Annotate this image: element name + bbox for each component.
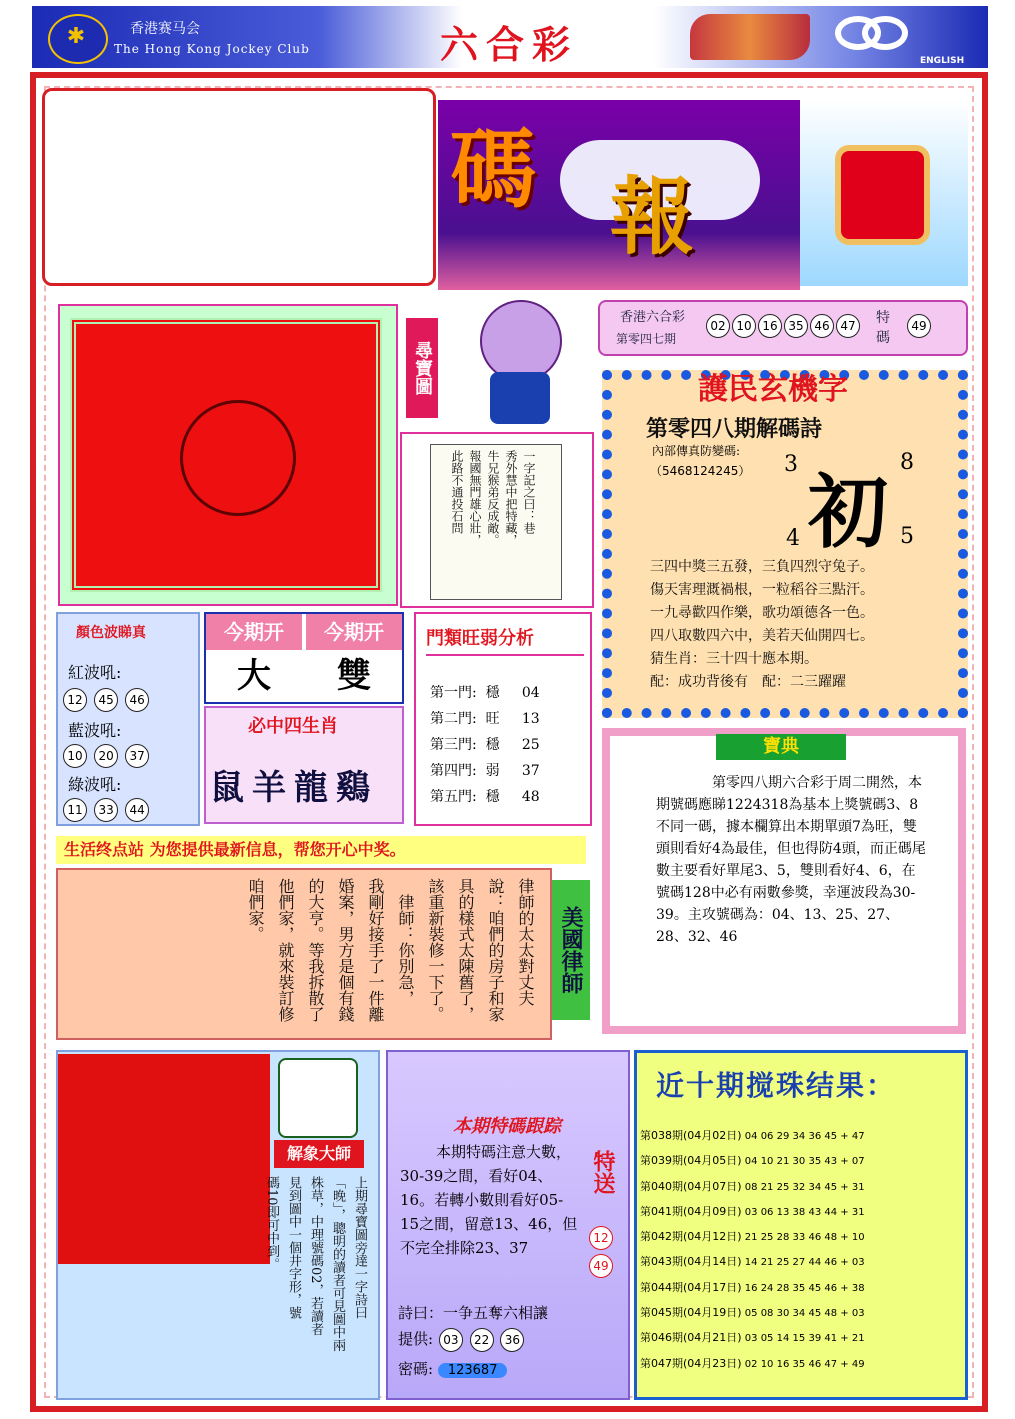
treasure-map-figure xyxy=(180,400,296,516)
jiexiang-hand-icon xyxy=(278,1058,358,1138)
zodiac-animal: 龍 xyxy=(294,768,336,808)
jiexiang-line: 見到圖中一個井字形，號 xyxy=(286,1176,301,1319)
xuanji-subtitle: 第零四八期解碼詩 xyxy=(646,416,823,442)
row-num: 45 xyxy=(808,1282,822,1294)
result-row: 第038期(04月02日) 04 06 29 34 36 45 + 47 xyxy=(640,1129,865,1142)
jiexiang-text xyxy=(260,1176,370,1392)
row-num: 25 xyxy=(760,1232,774,1244)
row-num: 44 xyxy=(808,1257,822,1269)
row-num: 04 xyxy=(744,1156,758,1168)
door-status: 穩 xyxy=(485,789,500,805)
row-num: 05 xyxy=(744,1308,758,1320)
row-num: 35 xyxy=(808,1156,822,1168)
row-num: 43 xyxy=(808,1206,822,1218)
poem-line: 三四中獎三五發，三負四烈守兔子。 xyxy=(650,559,874,575)
wave-red-numbers xyxy=(62,688,150,712)
red-number: 45 xyxy=(94,688,118,712)
lawyer-text xyxy=(240,878,540,1034)
row-num: 39 xyxy=(808,1333,822,1345)
row-num: 36 xyxy=(808,1131,822,1142)
wave-blue-numbers xyxy=(62,744,150,768)
row-special: 31 xyxy=(851,1181,865,1193)
row-num: 33 xyxy=(792,1232,806,1244)
row-num: 21 xyxy=(760,1181,774,1193)
lawyer-line: 的大亨。等我拆散了 xyxy=(306,878,325,1022)
row-date: (04月05日) xyxy=(683,1154,742,1168)
lawyer-line: 具的樣式太陳舊了， xyxy=(456,878,475,1022)
poem-line: 傷天害理溉禍根，一粒稻谷三點汗。 xyxy=(650,582,874,598)
row-num: 41 xyxy=(824,1333,838,1345)
lawyer-line: 該重新裝修一下了。 xyxy=(426,878,445,1022)
row-num: 28 xyxy=(776,1282,790,1294)
offer-number: 03 xyxy=(439,1328,463,1352)
row-num: 34 xyxy=(792,1308,806,1320)
row-date: (04月17日) xyxy=(683,1280,742,1294)
row-period: 第040期 xyxy=(640,1179,683,1193)
row-num: 46 xyxy=(808,1358,822,1370)
row-num: 34 xyxy=(792,1131,806,1142)
scroll-text xyxy=(448,450,538,594)
jiexiang-title: 解象大師 xyxy=(274,1140,364,1168)
row-special: 03 xyxy=(851,1257,865,1269)
result-row: 第046期(04月21日) 03 05 14 15 39 41 + 21 xyxy=(640,1331,865,1345)
banner-char-ma: 碼 xyxy=(450,119,536,220)
scroll-line: 一字記之曰：巷 xyxy=(522,450,536,534)
wave-green-label: 綠波吼: xyxy=(68,775,122,794)
row-num: 21 xyxy=(744,1232,758,1244)
row-num: 03 xyxy=(744,1206,758,1218)
row-num: 45 xyxy=(824,1181,838,1193)
mark-six-logo-ring xyxy=(862,16,908,50)
door-name: 第三門: xyxy=(430,737,477,753)
door-num: 37 xyxy=(521,763,540,779)
xuanji-title: 護民玄機字 xyxy=(698,372,848,407)
door-status: 穩 xyxy=(485,685,500,701)
row-period: 第045期 xyxy=(640,1306,683,1320)
row-special: 38 xyxy=(851,1282,865,1294)
row-num: 45 xyxy=(808,1308,822,1320)
last-draw-number: 46 xyxy=(810,314,834,338)
door-row xyxy=(430,732,540,758)
jiexiang-image xyxy=(58,1054,270,1264)
jiexiang-line: 株草，中理號碼02，若讀者 xyxy=(308,1176,323,1336)
xuanji-code-label: 內部傳真防變碼: xyxy=(652,444,741,458)
green-number: 11 xyxy=(63,798,87,822)
row-period: 第046期 xyxy=(640,1331,683,1345)
banner-white-box xyxy=(42,88,436,286)
door-status: 旺 xyxy=(485,711,500,727)
result-row: 第041期(04月09日) 03 06 13 38 43 44 + 31 xyxy=(640,1204,865,1218)
results-table xyxy=(640,1124,865,1377)
row-date: (04月07日) xyxy=(683,1179,742,1193)
lantern-graphic xyxy=(835,145,930,245)
row-num: 10 xyxy=(760,1358,774,1370)
row-date: (04月12日) xyxy=(683,1230,742,1244)
row-special: 31 xyxy=(851,1206,865,1218)
row-num: 46 xyxy=(824,1257,838,1269)
row-period: 第041期 xyxy=(640,1204,683,1218)
row-num: 43 xyxy=(824,1156,838,1168)
door-name: 第一門: xyxy=(430,685,477,701)
poem-line: 四八取數四六中，美若天仙開四七。 xyxy=(650,628,874,644)
shengxiao-title: 必中四生肖 xyxy=(248,716,338,737)
green-number: 44 xyxy=(125,798,149,822)
red-number: 12 xyxy=(63,688,87,712)
door-name: 第四門: xyxy=(430,763,477,779)
row-num: 28 xyxy=(776,1232,790,1244)
song-number: 12 xyxy=(589,1226,613,1250)
row-period: 第039期 xyxy=(640,1154,683,1168)
offer-number: 36 xyxy=(500,1328,524,1352)
poem-line: 一九尋歡四作樂，歌功頌德各一色。 xyxy=(650,605,874,621)
row-num: 21 xyxy=(776,1156,790,1168)
lawyer-line: 我剛好接手了一件離 xyxy=(366,878,385,1022)
row-num: 03 xyxy=(744,1333,758,1345)
result-row: 第044期(04月17日) 16 24 28 35 45 46 + 38 xyxy=(640,1280,865,1294)
treasure-map-label: 尋寶圖 xyxy=(406,318,438,418)
door-num: 25 xyxy=(521,737,540,753)
xuanji-code: （5468124245） xyxy=(650,464,751,478)
zodiac-animal: 鷄 xyxy=(336,768,378,808)
door-row xyxy=(430,784,540,810)
door-num: 04 xyxy=(521,685,540,701)
row-num: 38 xyxy=(792,1206,806,1218)
jiexiang-line: 「晚」，聰明的讀者可見圖中兩 xyxy=(330,1176,345,1352)
row-date: (04月14日) xyxy=(683,1255,742,1269)
door-name: 第二門: xyxy=(430,711,477,727)
red-number: 46 xyxy=(125,688,149,712)
row-num: 35 xyxy=(792,1358,806,1370)
row-special: 10 xyxy=(851,1232,865,1244)
row-num: 02 xyxy=(744,1358,758,1370)
poem-line: 猜生肖：三十四十應本期。 xyxy=(650,651,818,667)
result-row: 第047期(04月23日) 02 10 16 35 46 47 + 49 xyxy=(640,1356,865,1370)
special-poem: 詩曰：一争五奪六相讓 xyxy=(398,1304,549,1322)
last-draw-special-label: 特碼 xyxy=(876,310,890,346)
lawyer-line: 咱們家。 xyxy=(246,878,265,942)
row-num: 25 xyxy=(776,1181,790,1193)
row-special: 49 xyxy=(851,1358,865,1370)
row-num: 14 xyxy=(744,1257,758,1269)
kaipan-value-1: 大 xyxy=(206,652,302,700)
xuanji-num-tl: 3 xyxy=(784,452,798,477)
wave-green-numbers xyxy=(62,798,150,822)
pig-mascot xyxy=(480,300,562,382)
row-num: 16 xyxy=(776,1358,790,1370)
wave-red-label: 紅波吼: xyxy=(68,663,122,682)
last-draw-number: 35 xyxy=(784,314,808,338)
row-date: (04月09日) xyxy=(683,1204,742,1218)
jiexiang-line: 上期尋寶圖旁達一字詩曰 xyxy=(352,1176,367,1319)
last-draw-period: 第零四七期 xyxy=(616,332,677,346)
last-draw-numbers xyxy=(705,314,861,338)
last-draw-number: 47 xyxy=(836,314,860,338)
horses-graphic xyxy=(690,14,810,60)
door-row xyxy=(430,706,540,732)
lawyer-line: 他們家，就來裝訂修 xyxy=(276,878,295,1022)
door-status: 穩 xyxy=(485,737,500,753)
row-num: 46 xyxy=(824,1282,838,1294)
offer-number: 22 xyxy=(470,1328,494,1352)
org-name-en: The Hong Kong Jockey Club xyxy=(114,42,310,56)
special-song-label: 特送 xyxy=(590,1150,616,1194)
xuanji-poem xyxy=(650,556,874,694)
row-num: 08 xyxy=(760,1308,774,1320)
result-row: 第043期(04月14日) 14 21 25 27 44 46 + 03 xyxy=(640,1255,865,1269)
row-num: 30 xyxy=(776,1308,790,1320)
org-name-cn: 香港赛马会 xyxy=(130,21,200,37)
row-num: 04 xyxy=(744,1131,758,1142)
row-period: 第047期 xyxy=(640,1356,683,1370)
row-special: 47 xyxy=(851,1131,865,1142)
blue-number: 20 xyxy=(94,744,118,768)
results-title: 近十期搅珠结果： xyxy=(656,1069,897,1102)
special-password xyxy=(398,1358,507,1379)
xuanji-num-tr: 8 xyxy=(900,450,914,475)
offer-label: 提供: xyxy=(398,1330,434,1348)
baodian-text: 第零四八期六合彩于周二開然，本期號碼應睇1224318為基本上獎號碼3、8不同一碼，據本欄算出本期單頭7為旺，雙頭則看好4為最佳，但也得防4頭，而正碼尾數主要看好單尾3、5，雙則看好4、6，在號碼128中必有兩數參獎，幸運波段為30-39。主攻號碼為：04、13、25、27、28、32、46 xyxy=(656,775,926,945)
row-num: 29 xyxy=(776,1131,790,1142)
baodian-title: 寶典 xyxy=(716,734,846,760)
row-num: 30 xyxy=(792,1156,806,1168)
logo-mark: ✱ xyxy=(66,24,86,49)
door-name: 第五門: xyxy=(430,789,477,805)
door-row xyxy=(430,680,540,706)
row-num: 34 xyxy=(808,1181,822,1193)
result-row: 第039期(04月05日) 04 10 21 30 35 43 + 07 xyxy=(640,1154,865,1168)
door-row xyxy=(430,758,540,784)
door-status: 弱 xyxy=(485,763,500,779)
xuanji-num-bl: 4 xyxy=(786,526,800,551)
xuanji-num-br: 5 xyxy=(900,524,914,549)
row-period: 第043期 xyxy=(640,1255,683,1269)
wave-blue-label: 藍波吼: xyxy=(68,721,122,740)
zodiac-animal: 鼠 xyxy=(210,768,252,808)
row-num: 14 xyxy=(776,1333,790,1345)
row-num: 13 xyxy=(776,1206,790,1218)
row-num: 44 xyxy=(824,1206,838,1218)
special-number: 49 xyxy=(907,314,931,338)
result-row: 第040期(04月07日) 08 21 25 32 34 45 + 31 xyxy=(640,1179,865,1193)
special-text: 本期特碼注意大數，30-39之間，看好04、16。若轉小數則看好05-15之間，留意13、46，但不完全排除23、37 xyxy=(400,1143,578,1257)
row-period: 第038期 xyxy=(640,1129,683,1142)
banner-char-bao: 報 xyxy=(610,167,695,266)
row-num: 32 xyxy=(792,1181,806,1193)
row-special: 21 xyxy=(851,1333,865,1345)
last-draw-number: 10 xyxy=(732,314,756,338)
row-num: 27 xyxy=(792,1257,806,1269)
row-num: 48 xyxy=(824,1308,838,1320)
row-num: 08 xyxy=(744,1181,758,1193)
green-number: 33 xyxy=(94,798,118,822)
scroll-line: 牛兄猴弟反成敵。 xyxy=(486,450,500,546)
row-num: 25 xyxy=(776,1257,790,1269)
poem-line: 配：成功背後有 配：二三躍躍 xyxy=(650,674,846,690)
result-row: 第042期(04月12日) 21 25 28 33 46 48 + 10 xyxy=(640,1230,865,1244)
password-value: 123687 xyxy=(438,1363,508,1378)
row-num: 10 xyxy=(760,1156,774,1168)
row-num: 24 xyxy=(760,1282,774,1294)
row-special: 03 xyxy=(851,1308,865,1320)
info-bar: 生活终点站 为您提供最新信息，帮您开心中奖。 xyxy=(56,836,586,864)
blue-number: 37 xyxy=(125,744,149,768)
row-num: 16 xyxy=(744,1282,758,1294)
row-date: (04月19日) xyxy=(683,1306,742,1320)
row-date: (04月02日) xyxy=(683,1129,742,1142)
page-title: 六合彩 xyxy=(440,23,579,67)
row-num: 05 xyxy=(760,1333,774,1345)
row-num: 48 xyxy=(824,1232,838,1244)
row-num: 06 xyxy=(760,1131,774,1142)
lawyer-line: 說：咱們的房子和家 xyxy=(486,878,505,1022)
door-num: 13 xyxy=(521,711,540,727)
xuanji-big-char: 初 xyxy=(808,465,888,559)
special-song-numbers xyxy=(588,1226,618,1278)
zodiac-animal: 羊 xyxy=(252,768,294,808)
row-num: 35 xyxy=(792,1282,806,1294)
row-num: 06 xyxy=(760,1206,774,1218)
result-row: 第045期(04月19日) 05 08 30 34 45 48 + 03 xyxy=(640,1306,865,1320)
lawyer-line: 婚案，男方是個有錢 xyxy=(336,878,355,1022)
row-date: (04月21日) xyxy=(683,1331,742,1345)
row-num: 45 xyxy=(824,1131,838,1142)
row-num: 46 xyxy=(808,1232,822,1244)
door-title: 門類旺弱分析 xyxy=(426,624,584,656)
blue-number: 10 xyxy=(63,744,87,768)
door-rows xyxy=(430,680,540,810)
english-link[interactable]: ENGLISH xyxy=(920,56,965,66)
row-period: 第044期 xyxy=(640,1280,683,1294)
scroll-line: 秀外慧中把特藏， xyxy=(504,450,518,546)
row-special: 07 xyxy=(851,1156,865,1168)
jiexiang-line: 碼10即可中到。 xyxy=(264,1176,279,1271)
scroll-line: 此路不通投石問 xyxy=(450,450,464,534)
lawyer-line: 律師：你別急， xyxy=(396,878,415,1006)
kaipan-label-1: 今期开 xyxy=(206,614,302,650)
special-offer xyxy=(398,1328,525,1352)
last-draw-number: 02 xyxy=(706,314,730,338)
row-num: 21 xyxy=(760,1257,774,1269)
last-draw-label: 香港六合彩 xyxy=(620,310,686,325)
last-draw-special-number xyxy=(906,314,932,338)
special-title: 本期特碼跟踪 xyxy=(453,1116,561,1137)
wave-title: 顏色波睇真 xyxy=(76,625,146,641)
row-date: (04月23日) xyxy=(683,1356,742,1370)
lawyer-title: 美國律師 xyxy=(552,880,590,1020)
scroll-line: 報國無門雄心壯， xyxy=(468,450,482,546)
kaipan-label-2: 今期开 xyxy=(306,614,402,650)
pig-mascot-body xyxy=(490,372,550,424)
row-num: 47 xyxy=(824,1358,838,1370)
row-num: 15 xyxy=(792,1333,806,1345)
song-number: 49 xyxy=(589,1254,613,1278)
last-draw-number: 16 xyxy=(758,314,782,338)
row-period: 第042期 xyxy=(640,1230,683,1244)
lawyer-line: 律師的太太對丈夫 xyxy=(516,878,535,1006)
kaipan-value-2: 雙 xyxy=(306,652,402,700)
door-num: 48 xyxy=(521,789,540,805)
shengxiao-animals xyxy=(210,760,378,809)
password-label: 密碼: xyxy=(398,1360,434,1378)
